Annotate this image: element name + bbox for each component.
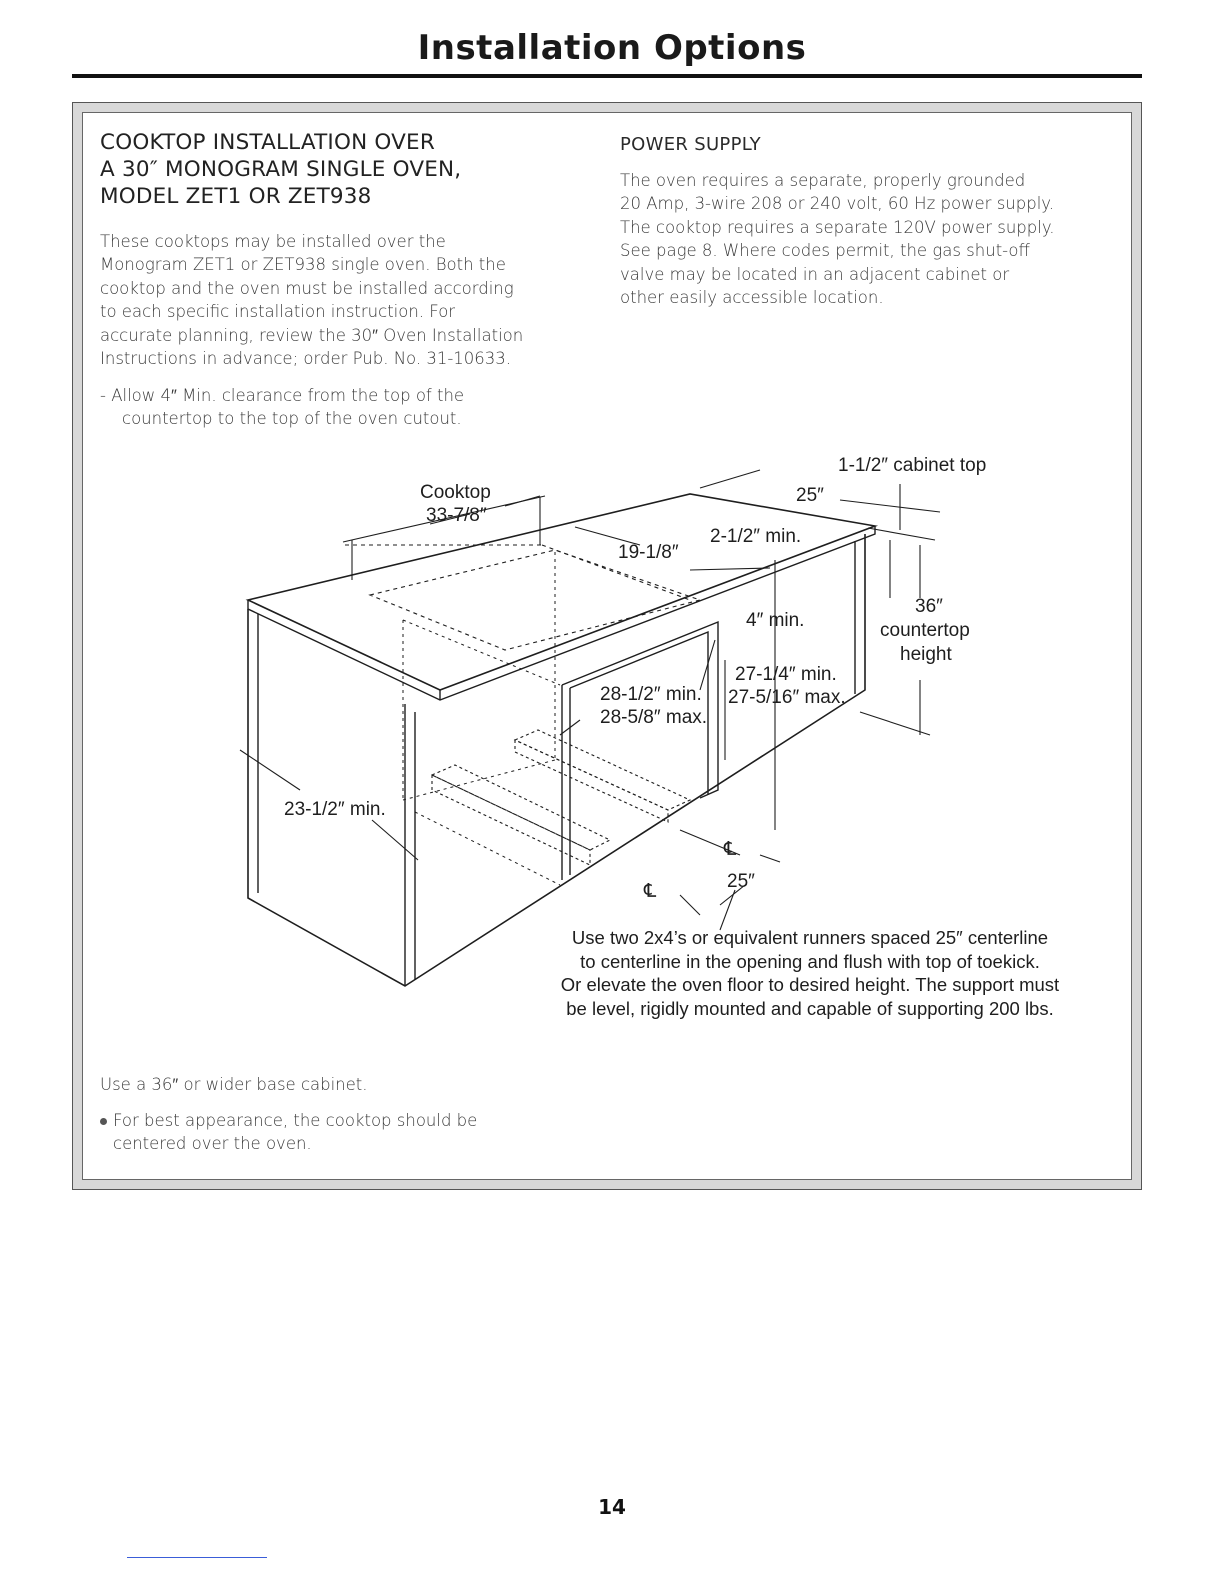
diagram-caption bbox=[530, 926, 1090, 1020]
body-line: Monogram ZET1 or ZET938 single oven. Both the bbox=[100, 255, 506, 275]
dash-item-line: - Allow 4″ Min. clearance from the top of the bbox=[100, 386, 465, 405]
heading-line: MODEL ZET1 OR ZET938 bbox=[100, 184, 372, 209]
bullet-line: centered over the oven. bbox=[113, 1134, 312, 1154]
min-28-1-2-label: 28-1/2″ min. bbox=[600, 684, 702, 705]
spacing-25-label: 25″ bbox=[727, 871, 755, 892]
width-19-1-8-label: 19-1/8″ bbox=[618, 542, 679, 563]
body-line: other easily accessible location. bbox=[620, 288, 884, 308]
min-23-1-2-label: 23-1/2″ min. bbox=[284, 799, 386, 820]
cooktop-width-label: 33-7/8″ bbox=[426, 505, 487, 526]
runner-boards bbox=[432, 730, 690, 865]
cavity-hidden-lines bbox=[403, 552, 560, 885]
body-line: cooktop and the oven must be installed according bbox=[100, 278, 514, 298]
body-line: 20 Amp, 3-wire 208 or 240 volt, 60 Hz power supply. bbox=[620, 194, 1054, 214]
cabinet-outline bbox=[248, 534, 865, 986]
body-line: valve may be located in an adjacent cabinet or bbox=[620, 264, 1010, 284]
caption-line: be level, rigidly mounted and capable of supporting 200 lbs. bbox=[566, 997, 1054, 1019]
power-supply-heading: POWER SUPPLY bbox=[620, 134, 761, 155]
page-title: Installation Options bbox=[417, 28, 807, 68]
caption-line: Or elevate the oven floor to desired height. The support must bbox=[560, 974, 1060, 995]
heading-line: A 30″ MONOGRAM SINGLE OVEN, bbox=[100, 157, 462, 182]
centerline-symbol: ℄ bbox=[724, 839, 737, 860]
cabinet-top-label: 1-1/2″ cabinet top bbox=[838, 455, 987, 476]
dash-item-line: countertop to the top of the oven cutout. bbox=[122, 409, 462, 429]
countertop-36-label: 36″ bbox=[915, 596, 943, 617]
body-line: The cooktop requires a separate 120V power supply. bbox=[620, 217, 1055, 237]
body-line: accurate planning, review the 30″ Oven Installation bbox=[100, 325, 524, 345]
page-number: 14 bbox=[598, 1495, 626, 1519]
centerline-symbol: ℄ bbox=[644, 881, 657, 902]
min-27-1-4-label: 27-1/4″ min. bbox=[735, 664, 837, 685]
body-line: Instructions in advance; order Pub. No. 31-10633. bbox=[100, 349, 512, 369]
body-line: See page 8. Where codes permit, the gas shut-off bbox=[620, 241, 1030, 261]
heading-line: COOKTOP INSTALLATION OVER bbox=[100, 130, 435, 155]
caption-line: Use two 2x4’s or equivalent runners spaced 25″ centerline bbox=[571, 927, 1049, 948]
body-line: to each specific installation instruction. For bbox=[100, 302, 456, 322]
countertop-label: countertop bbox=[880, 620, 970, 641]
base-cabinet-note: Use a 36″ or wider base cabinet. bbox=[100, 1075, 368, 1094]
bullet-item bbox=[100, 1109, 580, 1156]
max-27-5-16-label: 27-5/16″ max. bbox=[728, 687, 846, 708]
oven-cutout bbox=[562, 622, 718, 880]
min-2-1-2-label: 2-1/2″ min. bbox=[710, 526, 802, 547]
max-28-5-8-label: 28-5/8″ max. bbox=[600, 707, 708, 728]
bullet-line: For best appearance, the cooktop should be bbox=[113, 1111, 478, 1130]
cooktop-label: Cooktop bbox=[420, 482, 491, 503]
body-line: These cooktops may be installed over the bbox=[100, 232, 446, 251]
min-4-label: 4″ min. bbox=[746, 610, 805, 631]
footer-rule bbox=[127, 1557, 267, 1558]
body-line: The oven requires a separate, properly grounded bbox=[620, 171, 1026, 190]
bullet-icon bbox=[100, 1118, 107, 1125]
height-label: height bbox=[900, 644, 952, 665]
depth-25-label: 25″ bbox=[796, 485, 824, 506]
caption-line: to centerline in the opening and flush with top of toekick. bbox=[580, 950, 1040, 972]
